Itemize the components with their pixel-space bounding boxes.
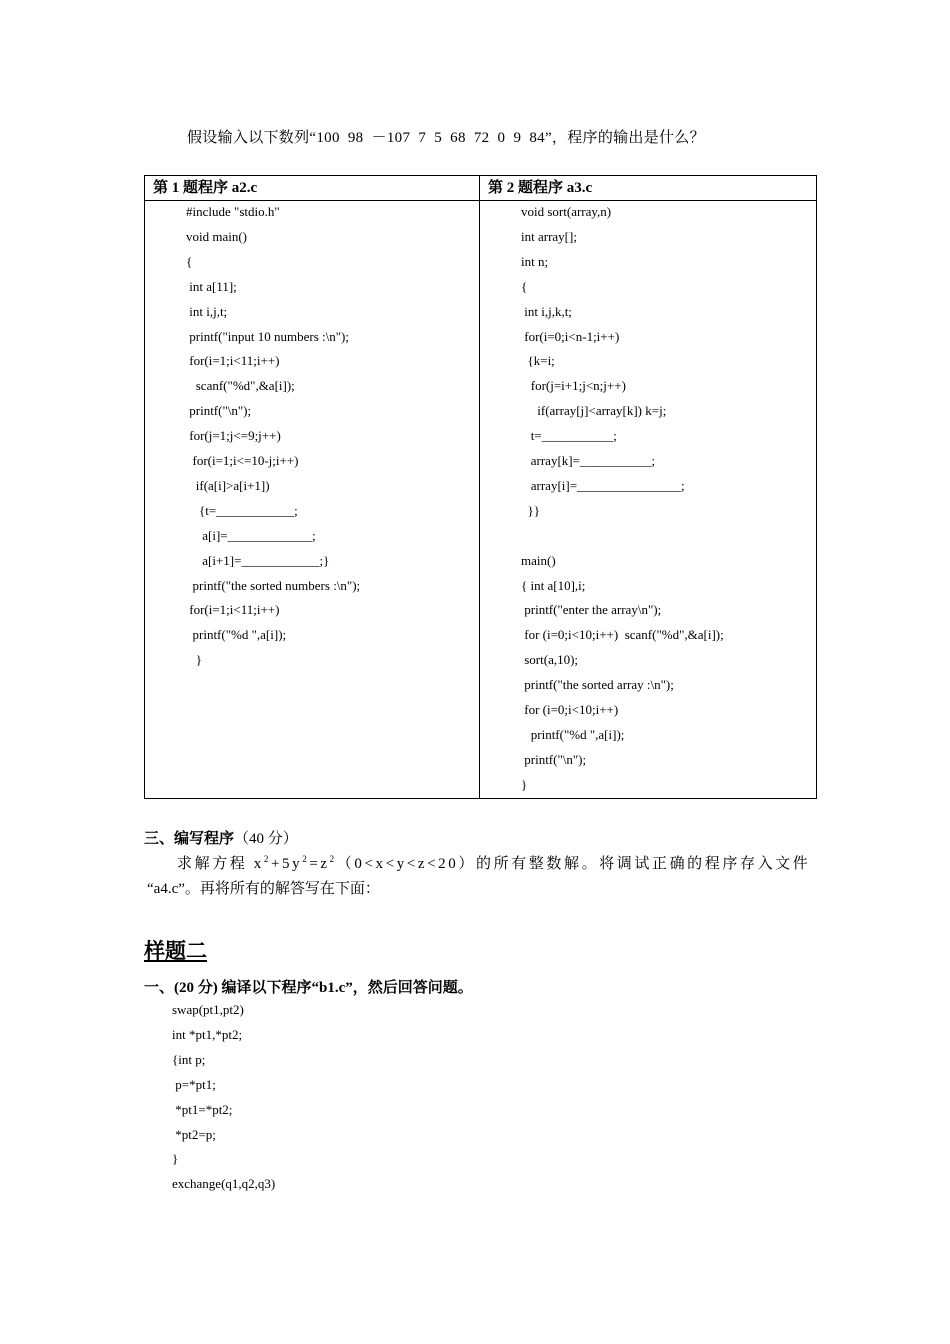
code-line: int array[]; [521, 228, 577, 244]
code-line: #include "stdio.h" [186, 204, 280, 219]
section3-paragraph-line2: “a4.c”。再将所有的解答写在下面： [147, 881, 380, 897]
code-line: {t=____________; [186, 502, 298, 518]
code-line: p=*pt1; [172, 1076, 216, 1092]
code-line: printf("%d ",a[i]); [521, 726, 625, 742]
code-line: {k=i; [521, 353, 555, 369]
code-line: void sort(array,n) [521, 204, 612, 219]
code-line: for (i=0;i<10;i++) [521, 702, 619, 717]
code-line: } [186, 652, 202, 668]
code-line: int n; [521, 253, 549, 269]
section3-heading: 三、编写程序（40 分） [144, 831, 298, 847]
code-line: int a[11]; [186, 278, 237, 294]
code-line: int i,j,t; [186, 303, 228, 319]
code-line: void main() [186, 228, 248, 244]
intro-question: 假设输入以下数列“100 98 －107 7 5 68 72 0 9 84”，程序的输出是什么？ [187, 130, 705, 146]
code-line: if(a[i]>a[i+1]) [186, 477, 270, 493]
code-line: for(j=i+1;j<n;j++) [521, 378, 626, 394]
code-line: printf("the sorted numbers :\n"); [186, 577, 361, 593]
code-line: *pt2=p; [172, 1126, 216, 1142]
code-line: {int p; [172, 1051, 206, 1067]
sample2-title: 样题二 [144, 939, 207, 963]
code-line: *pt1=*pt2; [172, 1101, 233, 1117]
program-a2-code [145, 201, 479, 798]
code-line: int *pt1,*pt2; [172, 1026, 243, 1042]
code-line: scanf("%d",&a[i]); [186, 378, 295, 394]
col2-title: 第 2 题程序 a3.c [480, 176, 817, 201]
code-line: { [521, 278, 528, 294]
code-line: printf("input 10 numbers :\n"); [186, 328, 349, 344]
code-line: a[i+1]=____________;} [186, 552, 330, 568]
code-line: printf("the sorted array :\n"); [521, 677, 674, 693]
code-line: array[k]=___________; [521, 453, 656, 468]
code-line: array[i]=________________; [521, 477, 685, 493]
code-line: for(i=1;i<11;i++) [186, 602, 280, 618]
code-line: printf("enter the array\n"); [521, 602, 662, 618]
code-line: for(j=1;j<=9;j++) [186, 428, 281, 444]
code-line: sort(a,10); [521, 652, 579, 668]
code-line: t=___________; [521, 428, 617, 444]
code-line: { [186, 253, 193, 269]
program-table [144, 175, 817, 799]
code-line: for(i=1;i<11;i++) [186, 353, 280, 369]
code-line: }} [521, 502, 540, 518]
code-line: if(array[j]<array[k]) k=j; [521, 403, 667, 419]
section3-paragraph: 求解方程 $x^2+5y^2=z^2(0<x<y<z<20)$的所有整数解。将调试正确的程序存入文件 [177, 854, 811, 872]
code-line: main() [521, 552, 556, 568]
col1-title: 第 1 题程序 a2.c [145, 176, 480, 201]
code-line: printf("\n"); [521, 751, 587, 767]
code-line: } [521, 776, 528, 792]
code-line: swap(pt1,pt2) [172, 1002, 244, 1017]
code-line: } [172, 1151, 179, 1167]
code-line: for(i=0;i<n-1;i++) [521, 328, 620, 344]
program-a3-code [480, 201, 816, 798]
code-line: printf("%d ",a[i]); [186, 627, 287, 643]
code-line: a[i]=_____________; [186, 527, 316, 543]
code-line: for(i=1;i<=10-j;i++) [186, 453, 299, 468]
code-line: printf("\n"); [186, 403, 252, 419]
question1-title: 一、(20 分) 编译以下程序“b1.c”，然后回答问题。 [144, 980, 473, 996]
code-line: { int a[10],i; [521, 577, 586, 593]
code-line: int i,j,k,t; [521, 303, 572, 319]
code-line: for (i=0;i<10;i++) scanf("%d",&a[i]); [521, 627, 724, 643]
code-line: exchange(q1,q2,q3) [172, 1176, 276, 1192]
